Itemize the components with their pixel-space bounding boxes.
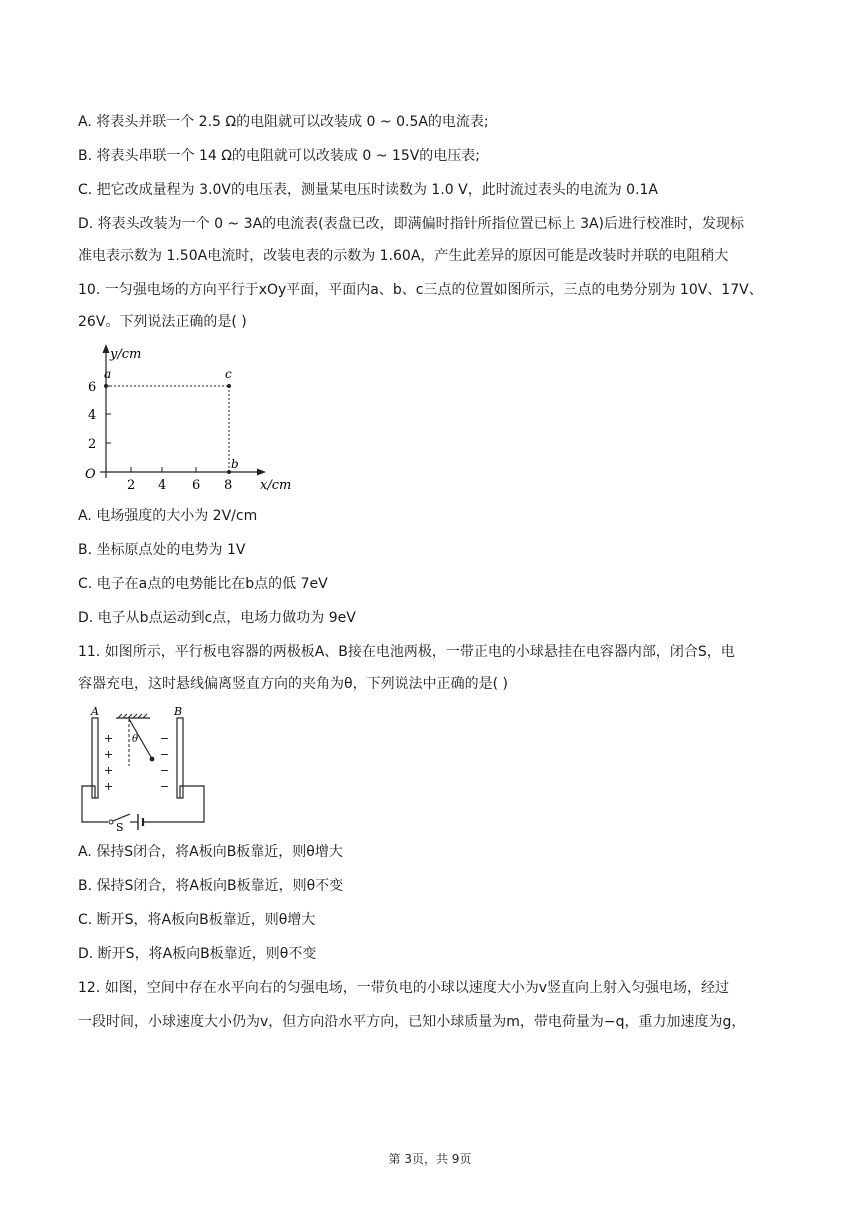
switch-label: S (116, 821, 124, 832)
x-tick-label-6: 6 (192, 478, 201, 493)
q11-stem-line1: 11. 如图所示，平行板电容器的两极板A、B接在电池两极，一带正电的小球悬挂在电容器内部，闭合S，电 (78, 644, 735, 660)
q10-option-b: B. 坐标原点处的电势为 1V (78, 542, 246, 558)
angle-label: θ (132, 734, 139, 745)
minus-sign: − (160, 748, 170, 761)
charged-ball (150, 757, 155, 762)
q9-option-d-line2: 准电表示数为 1.50A电流时，改装电表的示数为 1.60A，产生此差异的原因可能是改装时并联的电阻稍大 (78, 248, 729, 264)
origin-label: O (85, 467, 96, 482)
q11-option-d: D. 断开S，将A板向B板靠近，则θ不变 (78, 946, 317, 962)
plate-a-label: A (91, 705, 99, 718)
plus-sign: + (104, 780, 114, 793)
point-a-label: a (104, 367, 112, 381)
minus-sign: − (160, 764, 170, 777)
y-tick-label-4: 4 (88, 408, 97, 423)
q10-stem-line2: 26V。下列说法正确的是( ) (78, 314, 247, 330)
q9-option-d-line1: D. 将表头改装为一个 0 ~ 3A的电流表(表盘已改，即满偏时指针所指位置已标上 3A)后进行校准时，发现标 (78, 216, 745, 232)
x-tick-label-2: 2 (127, 478, 136, 493)
q9-option-c: C. 把它改成量程为 3.0V的电压表，测量某电压时读数为 1.0 V，此时流过表头的电流为 0.1A (78, 182, 658, 198)
q11-stem-line2: 容器充电，这时悬线偏离竖直方向的夹角为θ，下列说法中正确的是( ) (78, 676, 508, 692)
q11-capacitor-figure (78, 702, 218, 832)
q10-option-d: D. 电子从b点运动到c点，电场力做功为 9eV (78, 610, 356, 626)
point-c-dot (227, 384, 231, 388)
q11-option-c: C. 断开S，将A板向B板靠近，则θ增大 (78, 912, 316, 928)
plate-b-label: B (174, 705, 183, 718)
x-axis-arrow-icon (257, 469, 266, 476)
point-c-label: c (225, 367, 232, 381)
minus-sign: − (160, 732, 170, 745)
x-tick-label-4: 4 (158, 478, 167, 493)
x-axis-label: x/cm (260, 478, 292, 493)
y-tick-label-2: 2 (88, 437, 97, 452)
q10-coordinate-figure (78, 340, 298, 500)
q10-option-a: A. 电场强度的大小为 2V/cm (78, 508, 258, 524)
q9-option-b: B. 将表头串联一个 14 Ω的电阻就可以改装成 0 ~ 15V的电压表; (78, 148, 481, 164)
q12-stem-line1: 12. 如图，空间中存在水平向右的匀强电场，一带负电的小球以速度大小为v竖直向上射入匀强电场，经过 (78, 980, 729, 996)
q10-stem-line1: 10. 一匀强电场的方向平行于xOy平面，平面内a、b、c三点的位置如图所示，三点的电势分别为 10V、17V、 (78, 282, 763, 298)
q12-stem-line2: 一段时间，小球速度大小仍为v，但方向沿水平方向，已知小球质量为m，带电荷量为−q，重力加速度为g， (78, 1014, 746, 1030)
y-axis-arrow-icon (103, 344, 110, 353)
point-a-dot (104, 384, 108, 388)
q11-option-a: A. 保持S闭合，将A板向B板靠近，则θ增大 (78, 844, 343, 860)
q9-option-a: A. 将表头并联一个 2.5 Ω的电阻就可以改装成 0 ~ 0.5A的电流表; (78, 114, 489, 130)
switch-lever (113, 814, 130, 821)
wire-right (144, 786, 204, 822)
minus-sign: − (160, 780, 170, 793)
y-axis-label: y/cm (110, 347, 142, 362)
page-number-footer: 第 3页，共 9页 (388, 1152, 472, 1166)
plus-sign: + (104, 732, 114, 745)
y-tick-label-6: 6 (88, 380, 97, 395)
q11-option-b: B. 保持S闭合，将A板向B板靠近，则θ不变 (78, 878, 344, 894)
plus-sign: + (104, 764, 114, 777)
switch-contact (109, 820, 113, 824)
point-b-label: b (231, 457, 239, 471)
q10-option-c: C. 电子在a点的电势能比在b点的低 7eV (78, 576, 328, 592)
plus-sign: + (104, 748, 114, 761)
x-tick-label-8: 8 (224, 478, 233, 493)
